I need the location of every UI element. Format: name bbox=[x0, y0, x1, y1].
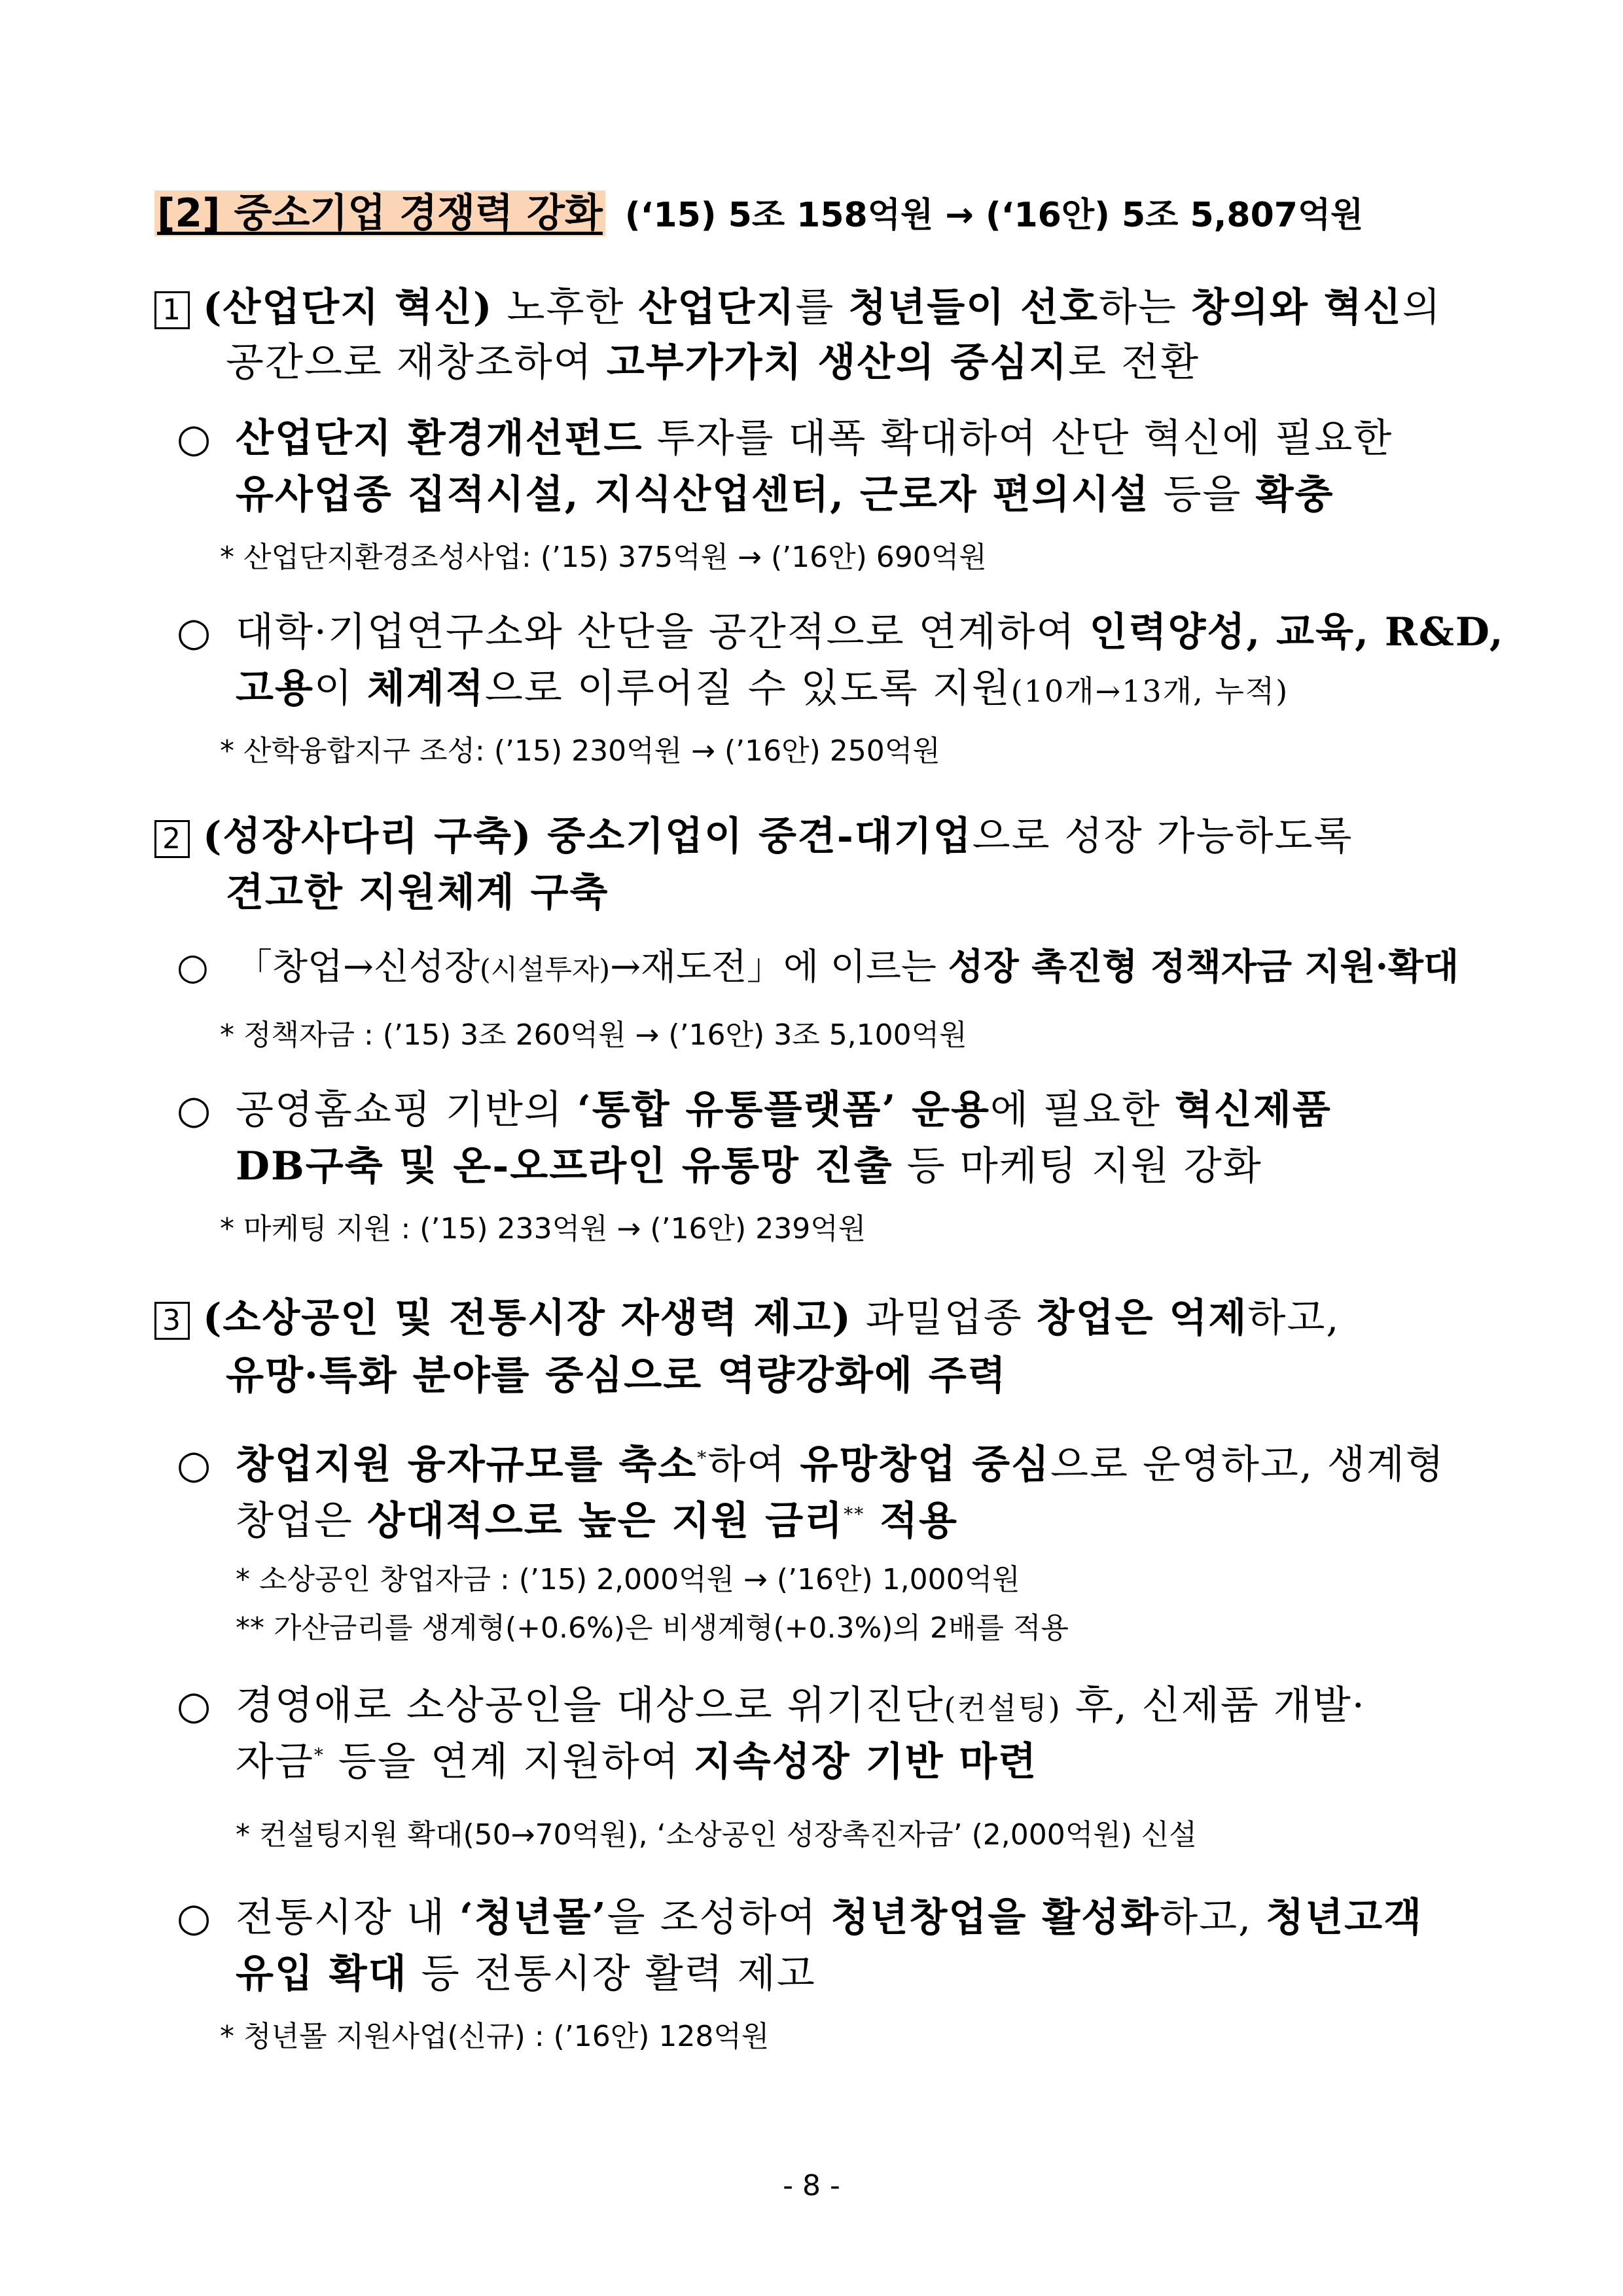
footnote-marker: ** bbox=[844, 1503, 865, 1525]
text: 를 bbox=[795, 285, 849, 331]
bullet-2-2 bbox=[177, 1087, 1332, 1133]
bullet-3-3 bbox=[177, 1895, 1423, 1941]
text: 고부가가치 생산의 중심지 bbox=[606, 340, 1069, 386]
section-budget: (‘15) 5조 158억원 → (‘16안) 5조 5,807억원 bbox=[624, 196, 1364, 235]
bullet-3-1-line2 bbox=[236, 1498, 958, 1544]
text: DB구축 및 온-오프라인 유통망 진출 bbox=[236, 1143, 893, 1189]
bullet-circle-icon: ○ bbox=[177, 609, 213, 655]
text: 산업단지 bbox=[638, 285, 796, 331]
bullet-3-2-line2 bbox=[236, 1739, 1038, 1785]
item-3-heading bbox=[154, 1295, 1340, 1341]
text: 으로 운영하고, 생계형 bbox=[1050, 1442, 1445, 1488]
text: 공간으로 재창조하여 bbox=[226, 340, 607, 386]
footnote-marker: * bbox=[697, 1447, 708, 1469]
footnote: * 마케팅 지원 : (’15) 233억원 → (’16안) 239억원 bbox=[220, 1212, 866, 1246]
text: 이 bbox=[313, 666, 367, 711]
text: 등을 bbox=[1149, 472, 1256, 518]
item-number-box: 3 bbox=[154, 1302, 190, 1340]
bullet-1-1 bbox=[177, 416, 1393, 461]
text: 경영애로 소상공인을 대상으로 위기진단 bbox=[236, 1683, 944, 1729]
text: 인력양성, 교육, R&D, bbox=[1089, 609, 1505, 655]
item-title: (산업단지 혁신) bbox=[203, 285, 493, 331]
item-title: (소상공인 및 전통시장 자생력 제고) bbox=[203, 1295, 852, 1341]
text: 중소기업이 중견-대기업 bbox=[532, 814, 972, 859]
text: (시설투자) bbox=[480, 954, 611, 986]
text: (컨설팅) bbox=[944, 1691, 1061, 1726]
text: 등 전통시장 활력 제고 bbox=[407, 1951, 816, 1997]
bullet-2-1 bbox=[177, 945, 1459, 988]
bullet-circle-icon: ○ bbox=[177, 1442, 213, 1488]
text: 청년창업을 활성화 bbox=[830, 1895, 1160, 1941]
text: 적용 bbox=[865, 1498, 958, 1544]
bullet-3-3-line2 bbox=[236, 1951, 816, 1997]
text: 혁신제품 bbox=[1175, 1087, 1332, 1133]
footnote: * 산학융합지구 조성: (’15) 230억원 → (’16안) 250억원 bbox=[220, 734, 940, 768]
text: 유망창업 중심 bbox=[800, 1442, 1050, 1488]
section-header bbox=[154, 190, 1364, 236]
text: 전통시장 내 bbox=[236, 1895, 459, 1941]
text: 하는 bbox=[1099, 285, 1192, 331]
text: 에 필요한 bbox=[990, 1087, 1175, 1133]
item-title: (성장사다리 구축) bbox=[203, 814, 533, 859]
bullet-1-2 bbox=[177, 609, 1505, 655]
item-number-box: 2 bbox=[154, 820, 190, 858]
text: 을 조성하여 bbox=[607, 1895, 831, 1941]
bullet-circle-icon: ○ bbox=[177, 1895, 213, 1941]
item-1-heading-line2 bbox=[226, 340, 1200, 386]
footnote: * 정책자금 : (’15) 3조 260억원 → (’16안) 3조 5,100억원 bbox=[220, 1018, 967, 1052]
text: 후, 신제품 개발· bbox=[1061, 1683, 1366, 1729]
text: 투자를 대폭 확대하여 산단 혁신에 필요한 bbox=[643, 416, 1393, 461]
text: 창업은 bbox=[236, 1498, 367, 1544]
footnote: * 컨설팅지원 확대(50→70억원), ‘소상공인 성장촉진자금’ (2,000억원) 신설 bbox=[236, 1818, 1197, 1852]
text: 대학·기업연구소와 산단을 공간적으로 연계하여 bbox=[236, 609, 1090, 655]
footnote-marker: * bbox=[313, 1744, 325, 1766]
footnote: ** 가산금리를 생계형(+0.6%)은 비생계형(+0.3%)의 2배를 적용 bbox=[236, 1611, 1069, 1645]
bullet-circle-icon: ○ bbox=[177, 1087, 213, 1133]
text: 체계적 bbox=[366, 666, 485, 711]
text: 하여 bbox=[707, 1442, 800, 1488]
text: 등 마케팅 지원 강화 bbox=[893, 1143, 1262, 1189]
text: 하고, bbox=[1160, 1895, 1266, 1941]
text: 고용 bbox=[236, 666, 314, 711]
text: ‘청년몰’ bbox=[459, 1895, 607, 1941]
item-1-heading bbox=[154, 285, 1442, 331]
text: ‘통합 유통플랫폼’ 운용 bbox=[577, 1087, 991, 1133]
text: 창의와 혁신 bbox=[1191, 285, 1402, 331]
bullet-3-2 bbox=[177, 1683, 1366, 1729]
text: (10개→13개, 누적) bbox=[1010, 673, 1289, 709]
text: 지속성장 기반 마련 bbox=[693, 1739, 1038, 1785]
text: 의 bbox=[1402, 285, 1442, 331]
text: 창업은 억제 bbox=[1036, 1295, 1248, 1341]
bullet-1-1-line2 bbox=[236, 472, 1334, 518]
text: 로 전환 bbox=[1068, 340, 1200, 386]
section-title: [2] 중소기업 경쟁력 강화 bbox=[154, 190, 605, 236]
text: →재도전」에 이르는 bbox=[610, 946, 948, 988]
page-number: - 8 - bbox=[783, 2169, 840, 2202]
text: 확충 bbox=[1255, 472, 1334, 518]
item-3-heading-line2: 유망·특화 분야를 중심으로 역량강화에 주력 bbox=[226, 1353, 1007, 1399]
text: 과밀업종 bbox=[851, 1295, 1037, 1341]
text: 청년들이 선호 bbox=[848, 285, 1099, 331]
text: 산업단지 환경개선펀드 bbox=[236, 416, 643, 461]
text: 성장 촉진형 정책자금 지원·확대 bbox=[948, 945, 1459, 988]
text: 창업지원 융자규모를 축소 bbox=[236, 1442, 698, 1488]
bullet-3-1 bbox=[177, 1442, 1445, 1488]
text: 노후한 bbox=[493, 285, 639, 331]
bullet-1-2-line2 bbox=[236, 666, 1289, 711]
text: 하고, bbox=[1247, 1295, 1340, 1341]
text: 으로 이루어질 수 있도록 지원 bbox=[484, 666, 1011, 711]
text: 등을 연계 지원하여 bbox=[324, 1739, 694, 1785]
bullet-circle-icon: ○ bbox=[177, 1683, 213, 1729]
item-2-heading bbox=[154, 814, 1353, 859]
text: 으로 성장 가능하도록 bbox=[972, 814, 1353, 859]
footnote: * 청년몰 지원사업(신규) : (’16안) 128억원 bbox=[220, 2020, 770, 2053]
bullet-circle-icon: ○ bbox=[177, 946, 209, 988]
footnote: * 산업단지환경조성사업: (’15) 375억원 → (’16안) 690억원 bbox=[220, 541, 987, 574]
bullet-circle-icon: ○ bbox=[177, 416, 213, 461]
item-number-box: 1 bbox=[154, 291, 190, 329]
text: 유사업종 집적시설, 지식산업센터, 근로자 편의시설 bbox=[236, 472, 1150, 518]
text: 공영홈쇼핑 기반의 bbox=[236, 1087, 577, 1133]
text: 유입 확대 bbox=[236, 1951, 408, 1997]
footnote: * 소상공인 창업자금 : (’15) 2,000억원 → (’16안) 1,000억원 bbox=[236, 1563, 1020, 1596]
text: 자금 bbox=[236, 1739, 314, 1785]
bullet-2-2-line2 bbox=[236, 1143, 1262, 1189]
item-2-heading-line2: 견고한 지원체계 구축 bbox=[226, 870, 609, 916]
text: 「창업→신성장 bbox=[236, 946, 480, 988]
text: 청년고객 bbox=[1266, 1895, 1423, 1941]
text: 상대적으로 높은 지원 금리 bbox=[366, 1498, 844, 1544]
